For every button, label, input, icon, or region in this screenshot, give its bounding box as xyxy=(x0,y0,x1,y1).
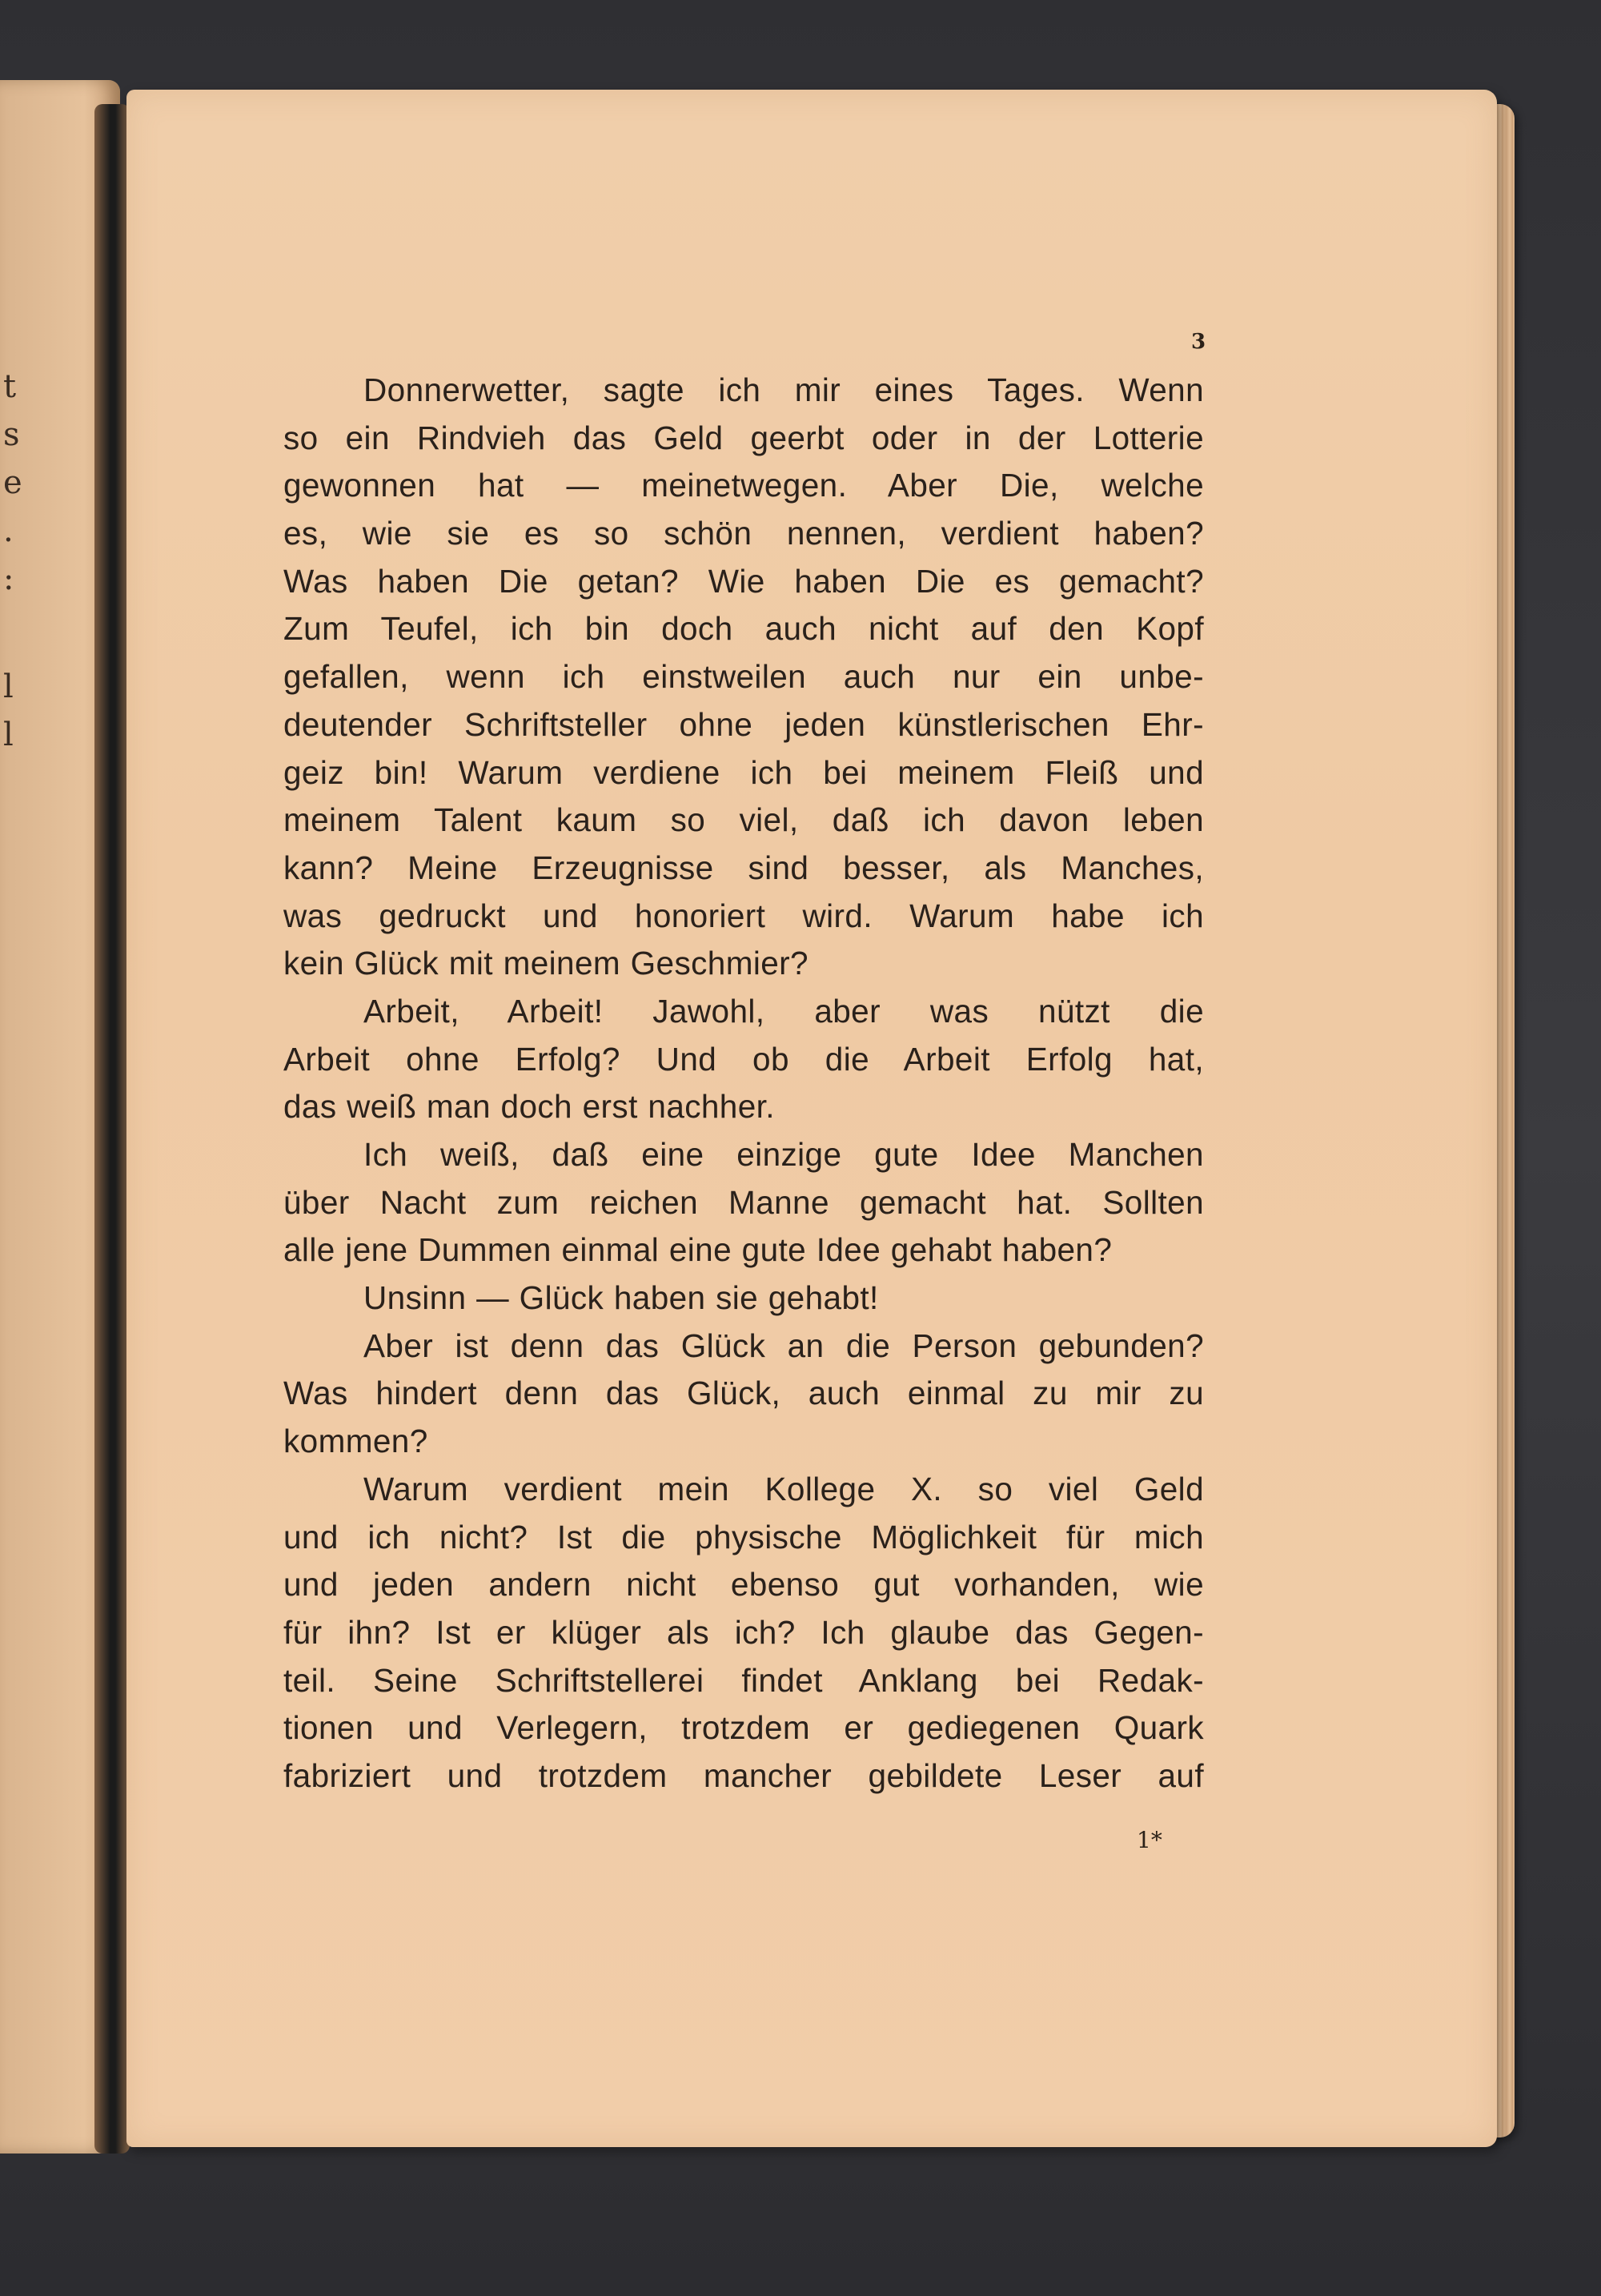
text-line: über Nacht zum reichen Manne gemacht hat. Sollten xyxy=(283,1183,1204,1221)
text-line: und ich nicht? Ist die physische Möglichkeit für mich xyxy=(283,1518,1204,1555)
body-text xyxy=(283,367,1204,1800)
left-page-fragment: : xyxy=(3,560,14,597)
text-line: so ein Rindvieh das Geld geerbt oder in der Lotterie xyxy=(283,419,1204,456)
text-line: meinem Talent kaum so viel, daß ich davon leben xyxy=(283,801,1204,839)
text-line: Arbeit ohne Erfolg? Und ob die Arbeit Erfolg hat, xyxy=(283,1040,1204,1078)
text-line: gewonnen hat — meinetwegen. Aber Die, welche xyxy=(283,467,1204,504)
text-line: das weiß man doch erst nachher. xyxy=(283,1088,775,1126)
text-line: Warum verdient mein Kollege X. so viel Geld xyxy=(363,1470,1204,1507)
left-page-fragment: s xyxy=(3,416,20,453)
text-line: Was hindert denn das Glück, auch einmal zu mir zu xyxy=(283,1375,1204,1412)
text-line: deutender Schriftsteller ohne jeden künstlerischen Ehr- xyxy=(283,705,1204,743)
left-page-fragment: l xyxy=(3,668,14,705)
text-line: gefallen, wenn ich einstweilen auch nur ein unbe- xyxy=(283,658,1204,696)
left-page-fragment: t xyxy=(3,368,17,405)
text-line: Ich weiß, daß eine einzige gute Idee Manchen xyxy=(363,1136,1204,1173)
left-page-fragment: . xyxy=(3,512,14,549)
text-line: kein Glück mit meinem Geschmier? xyxy=(283,945,809,982)
text-line: geiz bin! Warum verdiene ich bei meinem Fleiß und xyxy=(283,753,1204,791)
page-number: 3 xyxy=(1191,330,1206,354)
signature-mark: 1* xyxy=(1137,1827,1162,1853)
book-gutter xyxy=(94,104,130,2154)
text-line: was gedruckt und honoriert wird. Warum habe ich xyxy=(283,897,1204,934)
text-line: Donnerwetter, sagte ich mir eines Tages. Wenn xyxy=(363,371,1204,408)
left-page-fragment: e xyxy=(3,464,22,501)
text-line: Arbeit, Arbeit! Jawohl, aber was nützt die xyxy=(363,992,1204,1030)
text-line: tionen und Verlegern, trotzdem er gediegenen Quark xyxy=(283,1709,1204,1747)
text-line: es, wie sie es so schön nennen, verdient haben? xyxy=(283,515,1204,552)
text-line: Unsinn — Glück haben sie gehabt! xyxy=(363,1279,879,1317)
text-line: kann? Meine Erzeugnisse sind besser, als Manches, xyxy=(283,849,1204,886)
text-line: Aber ist denn das Glück an die Person gebunden? xyxy=(363,1327,1204,1364)
left-page-fragment: l xyxy=(3,716,14,753)
text-line: Zum Teufel, ich bin doch auch nicht auf den Kopf xyxy=(283,610,1204,648)
text-line: und jeden andern nicht ebenso gut vorhanden, wie xyxy=(283,1566,1204,1604)
text-line: teil. Seine Schriftstellerei findet Anklang bei Redak- xyxy=(283,1661,1204,1699)
text-line: kommen? xyxy=(283,1423,428,1460)
text-line: Was haben Die getan? Wie haben Die es gemacht? xyxy=(283,562,1204,600)
text-line: fabriziert und trotzdem mancher gebildete Leser auf xyxy=(283,1756,1204,1794)
text-line: für ihn? Ist er klüger als ich? Ich glaube das Gegen- xyxy=(283,1613,1204,1651)
text-line: alle jene Dummen einmal eine gute Idee gehabt haben? xyxy=(283,1231,1113,1269)
